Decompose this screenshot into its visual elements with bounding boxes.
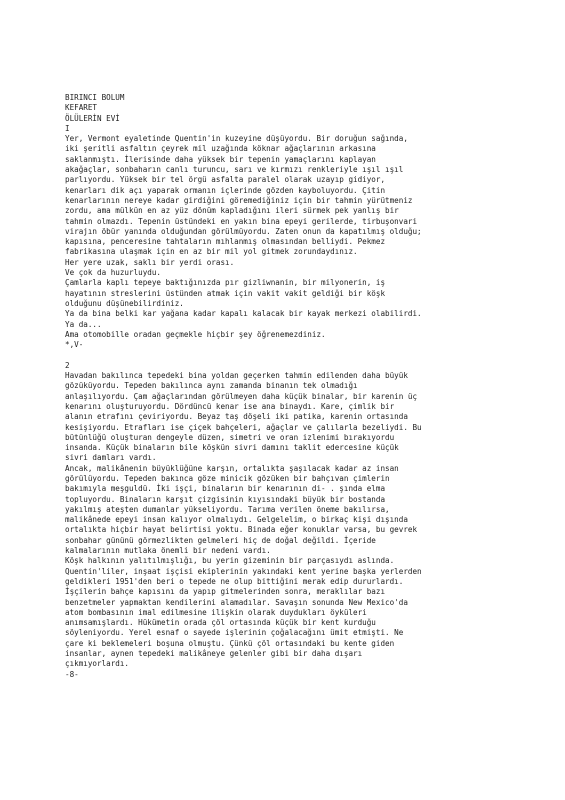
text-line: çare ki beklemeleri boşuna olmuştu. Çünkü çöl ortasındaki bu kente giden [65, 638, 395, 648]
text-line: Köşk halkının yalıtılmışlığı, bu yerin gizeminin bir parçasıydı aslında. [65, 556, 395, 566]
text-line: Ya da... [65, 319, 102, 329]
text-line: bakımıyla meşguldü. İki işçi, binaların bir kenarının di- . şında elma [65, 484, 386, 494]
text-line: anımsamışlardı. Hükümetin orada çöl ortasında küçük bir kent kurduğu [65, 618, 376, 628]
text-line: Ve çok da huzurluydu. [65, 268, 162, 278]
text-line: Havadan bakılınca tepedeki bina yoldan geçerken tahmin edilenden daha büyük [65, 371, 408, 381]
text-line: Ya da bina belki kar yağana kadar kapalı kalacak bir kayak merkezi olabilirdi. [65, 309, 422, 319]
text-line: iki şeritli asfaltın çeyrek mil uzağında köknar ağaçlarının arkasına [65, 144, 376, 154]
text-line: Her yere uzak, saklı bir yerdi orası. [65, 257, 235, 267]
text-line: BIRINCI BOLUM [65, 93, 125, 102]
text-line: insanlar, aynen tepedeki malikâneye gelenler gibi bir daha dışarı [65, 649, 363, 659]
text-line: malikânede epeyi insan kalıyor olmalıydı. Gelgelelim, o birkaç kişi dışında [65, 515, 408, 525]
text-line: kenarını oluşturuyordu. Dördüncü kenar ise ana binaydı. Kare, çimlik bir [65, 401, 395, 411]
text-line: kenarlarının nereye kadar girdiğini göremediğiniz için bir tahmin yürütmeniz [65, 195, 413, 205]
text-line: bütünlüğü oluşturan dengeyle düzen, simetri ve oran izlenimi bırakıyordu [65, 432, 395, 442]
text-line: olduğunu düşünebilirdiniz. [65, 298, 184, 308]
document-text [65, 93, 545, 680]
text-line: gözüküyordu. Tepeden bakılınca aynı zamanda binanın tek olmadığı [65, 381, 358, 391]
text-line: kesişiyordu. Etrafları ise çiçek bahçeleri, ağaçlar ve çalılarla bezeliydi. Bu [65, 422, 422, 432]
text-line: parlıyordu. Yüksek bir tel örgü asfalta paralel olarak uzayıp gidiyor, [65, 175, 386, 185]
text-line: anlaşılıyordu. Çam ağaçlarından görülmeyen daha küçük binalar, bir karenin üç [65, 391, 418, 401]
text-line: Quentin'liler, inşaat işçisi ekiplerinin yakındaki kent yerine başka yerlerden [65, 566, 422, 576]
text-line: -8- [65, 669, 79, 679]
text-line: ÖLÜLERİN EVİ [65, 113, 120, 123]
text-line: I [65, 123, 70, 133]
text-line: insanda. Küçük binaların bile köşkün sivri damını taklit edercesine küçük [65, 443, 399, 453]
text-line: kenarları dik açı yaparak ormanın içlerinde gözden kayboluyordu. Çitin [65, 185, 386, 195]
text-line: Çamlarla kaplı tepeye baktığınızda pır gizliwnanin, bir milyonerin, iş [65, 278, 386, 288]
text-line: benzetmeler yapmaktan kendilerini alamadılar. Savaşın sonunda New Mexico'da [65, 597, 408, 607]
text-line: atom bombasının imal edilmesine ilişkin olarak duydukları öyküleri [65, 607, 367, 617]
text-line: saklanmıştı. İlerisinde daha yüksek bir tepenin yamaçlarını kaplayan [65, 154, 376, 164]
text-line: söyleniyordu. Yerel esnaf o sayede işlerinin çoğalacağını ümit etmişti. Ne [65, 628, 404, 638]
text-line: zordu, ama mülkün en az yüz dönüm kapladığını ileri sürmek pek yanlış bir [65, 206, 399, 216]
text-line: alanın etrafını çeviriyordu. Beyaz taş döşeli iki patika, karenin ortasında [65, 412, 408, 422]
text-line: sivri damları vardı. [65, 453, 157, 463]
text-line: yakılmış ateşten dumanlar yükseliyordu. Tarıma verilen öneme bakılırsa, [65, 504, 390, 514]
text-line: geldikleri 1951'den beri o tepede ne olup bittiğini merak edip dururlardı. [65, 576, 404, 586]
text-line: fabrikasına ulaşmak için en az bir mil yol gitmek zorundaydınız. [65, 247, 358, 257]
text-line: hayatının streslerini üstünden atmak için vakit vakit geldiği bir köşk [65, 288, 386, 298]
text-line [65, 350, 545, 360]
text-line: *,V- [65, 340, 84, 350]
text-line: Ancak, malikânenin büyüklüğüne karşın, ortalıkta şaşılacak kadar az insan [65, 463, 399, 473]
text-line: akağaçlar, sonbaharın canlı turuncu, sarı ve kırmızı renkleriyle ışıl ışıl [65, 165, 404, 175]
text-line: 2 [65, 360, 70, 370]
text-line: Yer, Vermont eyaletinde Quentin'in kuzeyine düşüyordu. Bir doruğun sağında, [65, 134, 408, 144]
text-line: sonbahar gününü görmezlikten gelmeleri hiç de doğal değildi. İçeride [65, 535, 376, 545]
text-line: virajın öbür yanında olduğundan görülmüyordu. Zaten onun da kapatılmış olduğu; [65, 226, 422, 236]
text-line: çıkmıyorlardı. [65, 659, 130, 669]
text-line: tahmin olmazdı. Tepenin üstündeki en yakın bina epeyi gerilerde, tirbuşonvari [65, 216, 418, 226]
text-line: kapısına, penceresine tahtaların mıhlanmış olmasından belliydi. Pekmez [65, 237, 386, 247]
text-line: topluyordu. Binaların karşıt çizgisinin kıyısındaki büyük bir bostanda [65, 494, 386, 504]
text-line: kalmalarının mutlaka önemli bir nedeni vardı. [65, 546, 271, 556]
text-line: görülüyordu. Tepeden bakınca göze minicik gözüken bir bahçıvan çimlerin [65, 473, 390, 483]
text-line: Ama otomobille oradan geçmekle hiçbir şey öğrenemezdiniz. [65, 329, 326, 339]
text-line: ortalıkta hiçbir hayat belirtisi yoktu. Binada eğer konuklar varsa, bu gevrek [65, 525, 418, 535]
text-line: KEFARET [65, 103, 98, 113]
text-line: İşçilerin bahçe kapısını da yapıp gitmelerinden sonra, meraklılar bazı [65, 587, 386, 597]
